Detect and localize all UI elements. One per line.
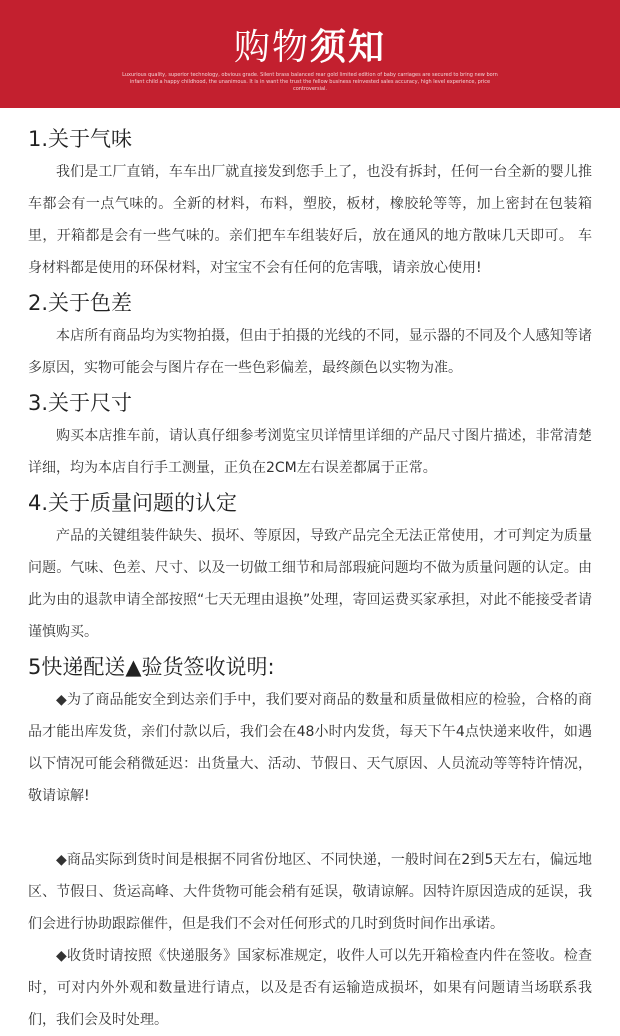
section-delivery — [22, 652, 598, 1036]
banner-subtitle: Luxurious quality, superior technology, obvious grade. Silent brass balanced rear gold limited edition of baby carriages are secured to bring new born infant child a happy childhood, the unanimous. It is in want the trust the fellow business reinvested sales accuracy, high level experience, price controversial. — [122, 72, 498, 92]
section-paragraph: 我们是工厂直销，车车出厂就直接发到您手上了，也没有拆封，任何一台全新的婴儿推车都会有一点气味的。全新的材料，布料，塑胶，板材，橡胶轮等等，加上密封在包装箱里，开箱都是会有一些气味的。亲们把车车组装好后，放在通风的地方散味几天即可。 车身材料都是使用的环保材料，对宝宝不会有任何的危害哦，请亲放心使用! — [28, 164, 592, 276]
section-title: 2.关于色差 — [28, 291, 133, 315]
section-paragraph: ◆收货时请按照《快递服务》国家标准规定，收件人可以先开箱检查内件在签收。检查时，可对内外外观和数量进行请点，以及是否有运输造成损坏，如果有问题请当场联系我们，我们会及时处理。 — [28, 948, 592, 1028]
section-paragraph: ◆商品实际到货时间是根据不同省份地区、不同快递，一般时间在2到5天左右，偏远地区、节假日、货运高峰、大件货物可能会稍有延误，敬请谅解。因特许原因造成的延误，我们会进行协助跟踪催件，但是我们不会对任何形式的几时到货时间作出承诺。 — [28, 852, 592, 932]
paragraph-gap — [22, 812, 598, 844]
section-title: 1.关于气味 — [28, 127, 133, 151]
section-paragraph: 产品的关键组装件缺失、损坏、等原因，导致产品完全无法正常使用，才可判定为质量问题。气味、色差、尺寸、以及一切做工细节和局部瑕疵问题均不做为质量问题的认定。由此为由的退款申请全部按照“七天无理由退换”处理，寄回运费买家承担，对此不能接受者请谨慎购买。 — [28, 528, 592, 640]
section-paragraph: 购买本店推车前，请认真仔细参考浏览宝贝详情里详细的产品尺寸图片描述，非常清楚详细，均为本店自行手工测量，正负在2CM左右误差都属于正常。 — [28, 428, 592, 476]
banner-title-thin: 购物 — [233, 27, 310, 68]
banner-title-bold: 须知 — [310, 27, 387, 68]
section-paragraph: ◆为了商品能安全到达亲们手中，我们要对商品的数量和质量做相应的检验，合格的商品才能出库发货，亲们付款以后，我们会在48小时内发货，每天下午4点快递来收件，如遇以下情况可能会稍微延迟：出货量大、活动、节假日、天气原因、人员流动等等特许情况，敬请谅解! — [28, 692, 592, 804]
section-paragraph: 本店所有商品均为实物拍摄，但由于拍摄的光线的不同，显示器的不同及个人感知等诸多原因，实物可能会与图片存在一些色彩偏差，最终颜色以实物为准。 — [28, 328, 592, 376]
section-smell — [22, 124, 598, 284]
section-quality — [22, 488, 598, 648]
section-size — [22, 388, 598, 484]
header-banner — [0, 0, 620, 108]
section-color — [22, 288, 598, 384]
section-title: 4.关于质量问题的认定 — [28, 491, 238, 515]
notice-content — [0, 108, 620, 1036]
section-title: 3.关于尺寸 — [28, 391, 133, 415]
banner-title — [0, 26, 620, 70]
section-title: 5快递配送▲验货签收说明: — [28, 655, 275, 679]
